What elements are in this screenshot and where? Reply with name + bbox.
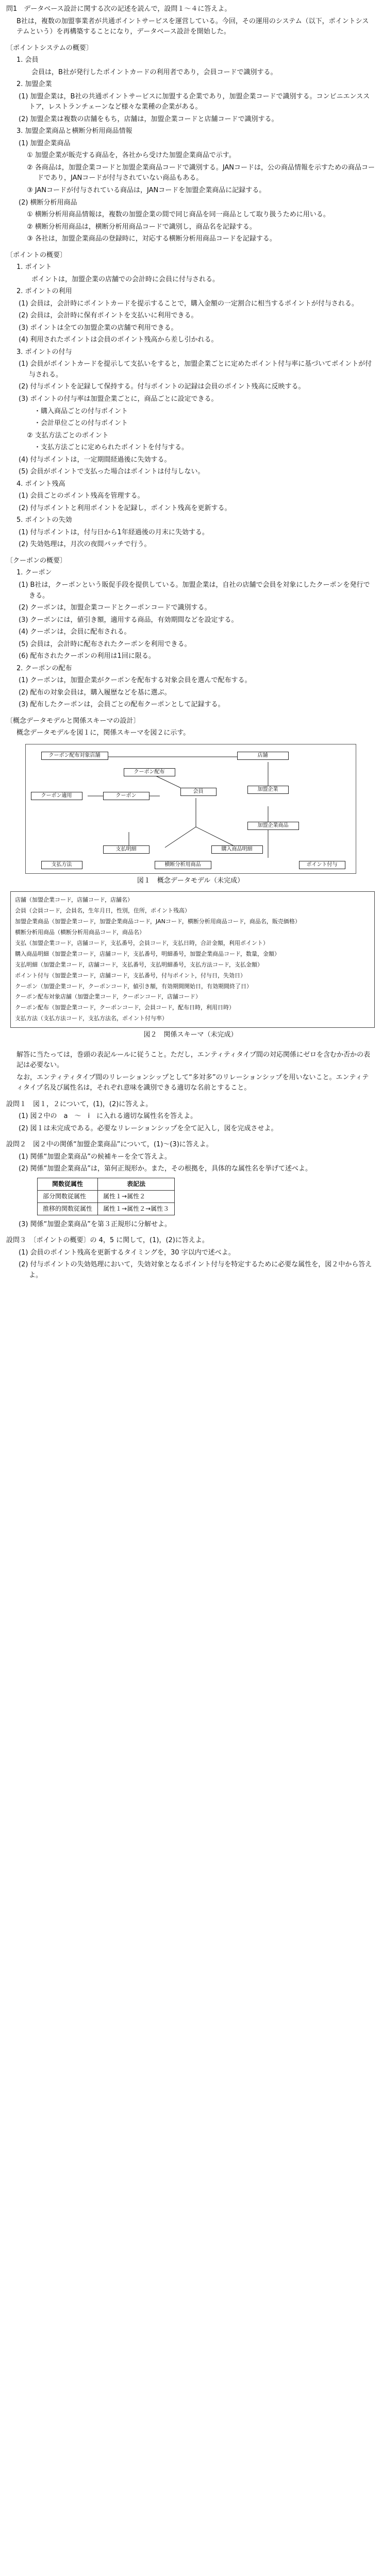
entity-box: 加盟企業 bbox=[247, 786, 289, 794]
entity-box: 支払方法 bbox=[41, 861, 82, 869]
s2-item: (4) 付与ポイントは，一定期間経過後に失効する。 bbox=[19, 455, 171, 464]
s2-item: (1) 会員ごとのポイント残高を管理する。 bbox=[19, 492, 144, 500]
s3-item: (2) 配布の対象会員は，購入履歴などを基に選ぶ。 bbox=[19, 688, 171, 697]
s3-item: 2. クーポンの配布 bbox=[16, 664, 72, 672]
s1-item: ① 加盟企業が販売する商品を，各社から受けた加盟企業商品で示す。 bbox=[27, 151, 236, 160]
s3-item: 1. クーポン bbox=[16, 569, 52, 577]
question-1: 設問１ 図１，２について，(1)，(2)に答えよ。 bbox=[6, 1100, 153, 1108]
s2-item: (2) 失効処理は，月次の夜間バッチで行う。 bbox=[19, 540, 151, 549]
section-point-title: 〔ポイントの概要〕 bbox=[6, 251, 67, 259]
s2-item: 4. ポイント残高 bbox=[16, 480, 65, 488]
s2-item: (3) ポイントは全ての加盟企業の店舗で利用できる。 bbox=[19, 324, 178, 332]
s2-item: ・会計単位ごとの付与ポイント bbox=[34, 419, 128, 428]
s2-item: ② 支払方法ごとのポイント bbox=[27, 431, 109, 439]
dependency-notation-table bbox=[37, 1178, 175, 1215]
entity-box: クーポン bbox=[103, 792, 150, 800]
section-coupon bbox=[6, 568, 375, 710]
figure-2-caption: 図２ 関係スキーマ（未完成） bbox=[143, 1031, 238, 1039]
s2-item: (1) 付与ポイントは，付与日から1年経過後の月末に失効する。 bbox=[19, 528, 209, 536]
s2-item: 2. ポイントの利用 bbox=[16, 287, 72, 296]
schema-row: 横断分析用商品（横断分析用商品コード，商品名） bbox=[15, 929, 145, 936]
schema-row: 会員（会員コード，会員名，生年月日，性別，住所，ポイント残高） bbox=[15, 907, 191, 914]
problem-heading: 問1 データベース設計に関する次の記述を読んで，設問１～４に答えよ。 bbox=[6, 5, 231, 13]
figure-1-diagram bbox=[25, 744, 356, 874]
entity-box: 会員 bbox=[180, 788, 217, 796]
s1-item: ① 横断分析用商品情報は，複数の加盟企業の間で同じ商品を同一商品として取り扱うために用いる。 bbox=[27, 211, 330, 219]
table-row bbox=[38, 1202, 175, 1215]
section-system bbox=[6, 55, 375, 245]
s2-item: (3) ポイントの付与率は加盟企業ごとに，商品ごとに設定できる。 bbox=[19, 395, 218, 403]
s3-item: (1) B社は，クーポンという販促手段を提供している。加盟企業は，自社の店舗で会員を対象にしたクーポンを発行できる。 bbox=[19, 581, 370, 600]
schema-row: 支払方法（支払方法コード，支払方法名，ポイント付与率） bbox=[15, 1015, 168, 1022]
s1-item: 3. 加盟企業商品と横断分析用商品情報 bbox=[16, 127, 132, 135]
s1-item: ③ JANコードが付与されている商品は，JANコードを加盟企業商品に記録する。 bbox=[27, 186, 266, 194]
figure-1-caption: 図１ 概念データモデル（未完成） bbox=[137, 876, 244, 885]
entity-box: クーポン配布 bbox=[124, 768, 175, 776]
question-2-1: (1) 関係“加盟企業商品”の候補キーを全て答えよ。 bbox=[19, 1153, 172, 1161]
s3-item: (2) クーポンは，加盟企業コードとクーポンコードで識別する。 bbox=[19, 604, 211, 612]
s1-item: (2) 横断分析用商品 bbox=[19, 198, 77, 207]
s2-item: (2) 会員は，会計時に保有ポイントを支払いに利用できる。 bbox=[19, 312, 198, 320]
s2-item: (2) 付与ポイントと利用ポイントを記録し，ポイント残高を更新する。 bbox=[19, 504, 231, 512]
entity-box: 支払明細 bbox=[103, 845, 150, 854]
question-1-1: (1) 図２中の a ～ i に入れる適切な属性名を答えよ。 bbox=[19, 1112, 197, 1121]
s2-item: ・支払方法ごとに定められたポイントを付与する。 bbox=[34, 444, 189, 452]
entity-box: 店舗 bbox=[237, 752, 289, 760]
schema-row: クーポン（加盟企業コード，クーポンコード，値引き額，有効期間開始日，有効期間終了日） bbox=[15, 982, 253, 990]
question-2: 設問２ 図２中の関係“加盟企業商品”について，(1)～(3)に答えよ。 bbox=[6, 1141, 213, 1149]
s3-item: (5) 会員は，会計時に配布されたクーポンを利用できる。 bbox=[19, 640, 191, 648]
s2-item: (5) 会員がポイントで支払った場合はポイントは付与しない。 bbox=[19, 468, 205, 476]
figure-2-schema bbox=[10, 891, 375, 1028]
s1-item: 会員は，B社が発行したポイントカードの利用者であり，会員コードで識別する。 bbox=[25, 68, 277, 76]
question-3-1: (1) 会員のポイント残高を更新するタイミングを，30 字以内で述べよ。 bbox=[19, 1248, 235, 1257]
s1-item: 2. 加盟企業 bbox=[16, 80, 52, 89]
table-row bbox=[38, 1190, 175, 1202]
s2-item: (1) 会員がポイントカードを提示して支払いをすると，加盟企業ごとに定めたポイント付与率に基づいてポイントが付与される。 bbox=[19, 360, 372, 379]
question-2-3: (3) 関係“加盟企業商品”を第３正規形に分解せよ。 bbox=[19, 1220, 172, 1228]
s1-item: 1. 会員 bbox=[16, 56, 39, 64]
question-3-2: (2) 付与ポイントの失効処理において，失効対象となるポイント付与を特定するために必要な属性を，図２中から答えよ。 bbox=[19, 1261, 372, 1279]
entity-box: クーポン適用 bbox=[31, 792, 82, 800]
schema-row: 支払（加盟企業コード，店舗コード，支払番号，会員コード，支払日時，合計金額，利用ポイント） bbox=[15, 939, 269, 946]
s3-item: (6) 配布されたクーポンの利用は1回に限る。 bbox=[19, 652, 155, 660]
question-1-2: (2) 図１は未完成である。必要なリレーションシップを全て記入し，図を完成させよ。 bbox=[19, 1124, 278, 1132]
s2-item: 3. ポイントの付与 bbox=[16, 348, 72, 356]
s1-item: (1) 加盟企業は，B社の共通ポイントサービスに加盟する企業であり，加盟企業コードで識別する。コンビニエンスストア，レストランチェーンなど様々な業種の企業がある。 bbox=[19, 92, 370, 111]
entity-box: クーポン配布対象店舗 bbox=[41, 752, 108, 760]
section-design-title: 〔概念データモデルと関係スキーマの設計〕 bbox=[6, 717, 140, 725]
section-design-lead: 概念データモデルを図１に，関係スキーマを図２に示す。 bbox=[16, 729, 190, 737]
question-3: 設問３ 〔ポイントの概要〕の 4，5 に関して，(1)，(2)に答えよ。 bbox=[6, 1236, 209, 1245]
section-system-title: 〔ポイントシステムの概要〕 bbox=[6, 44, 93, 52]
schema-row: ポイント付与（加盟企業コード，店舗コード，支払番号，付与ポイント，付与日，失効日） bbox=[15, 972, 246, 979]
s3-item: (3) 配布したクーポンは，会員ごとの配布クーポンとして記録する。 bbox=[19, 701, 225, 709]
table-cell: 属性１→属性２→属性３ bbox=[98, 1202, 175, 1215]
entity-box: 加盟企業商品 bbox=[247, 822, 299, 830]
s1-item: ② 各商品は，加盟企業コードと加盟企業商品コードで識別する。JANコードは，公の商品情報を示すための商品コードであり，JANコードが付与されていない商品もある。 bbox=[27, 163, 375, 182]
table-header: 表記法 bbox=[98, 1178, 175, 1190]
answer-note: 解答に当たっては，巻頭の表記ルールに従うこと。ただし，エンティティタイプ間の対応関係にゼロを含むか否かの表記は必要ない。 bbox=[16, 1050, 371, 1070]
s2-item: (1) 会員は，会計時にポイントカードを提示することで，購入金額の一定割合に相当するポイントが付与される。 bbox=[19, 299, 358, 308]
s2-item: (4) 利用されたポイントは会員のポイント残高から差し引かれる。 bbox=[19, 336, 218, 344]
table-header: 関数従属性 bbox=[38, 1178, 98, 1190]
schema-row: クーポン配布対象店舗（加盟企業コード，クーポンコード，店舗コード） bbox=[15, 993, 202, 1001]
s2-item: 1. ポイント bbox=[16, 263, 52, 272]
s3-item: (4) クーポンは，会員に配布される。 bbox=[19, 628, 131, 636]
s2-item: (2) 付与ポイントを記録して保持する。付与ポイントの記録は会員のポイント残高に反映する。 bbox=[19, 383, 305, 391]
s1-item: ③ 各社は，加盟企業商品の登録時に，対応する横断分析用商品コードを記録する。 bbox=[27, 235, 276, 243]
figure-1-lines bbox=[26, 744, 356, 873]
problem-intro: B社は，複数の加盟事業者が共通ポイントサービスを運営している。今回，その運用のシステム（以下，ポイントシステムという）を再構築することになり，データベース設計を開始した。 bbox=[16, 17, 369, 36]
entity-box: 購入商品明細 bbox=[211, 845, 263, 854]
section-coupon-title: 〔クーポンの概要〕 bbox=[6, 556, 67, 565]
schema-row: 購入商品明細（加盟企業コード，店舗コード，支払番号，明細番号，加盟企業商品コード，数量，金額） bbox=[15, 950, 280, 957]
question-2-2: (2) 関係“加盟企業商品”は，第何正規形か。また，その根拠を，具体的な属性名を挙げて述べよ。 bbox=[19, 1165, 312, 1173]
section-point bbox=[6, 262, 375, 550]
s2-item: ・購入商品ごとの付与ポイント bbox=[34, 407, 128, 415]
answer-note-2: なお，エンティティタイプ間のリレーションシップとして“多対多”のリレーションシップを用いないこと。エンティティタイプ名及び属性名は，それぞれ意味を識別できる適切な名前とすること。 bbox=[16, 1073, 369, 1092]
schema-row: 店舗（加盟企業コード，店舗コード，店舗名） bbox=[15, 896, 134, 904]
s3-item: (1) クーポンは，加盟企業がクーポンを配布する対象会員を選んで配布する。 bbox=[19, 676, 252, 685]
table-cell: 属性１→属性２ bbox=[98, 1190, 175, 1202]
table-cell: 推移的関数従属性 bbox=[38, 1202, 98, 1215]
s3-item: (3) クーポンには，値引き額，適用する商品，有効期間などを設定する。 bbox=[19, 616, 238, 624]
s2-item: ポイントは，加盟企業の店舗での会計時に会員に付与される。 bbox=[25, 275, 220, 283]
schema-row: 支払明細（加盟企業コード，店舗コード，支払番号，支払明細番号，支払方法コード，支払金額） bbox=[15, 961, 263, 968]
s1-item: (2) 加盟企業は複数の店舗をもち，店舗は，加盟企業コードと店舗コードで識別する。 bbox=[19, 115, 278, 123]
entity-box: 横断分析用商品 bbox=[155, 861, 211, 869]
s1-item: (1) 加盟企業商品 bbox=[19, 139, 71, 147]
schema-row: 加盟企業商品（加盟企業コード，加盟企業商品コード，JANコード，横断分析用商品コード，商品名，販売価格） bbox=[15, 918, 301, 925]
table-cell: 部分関数従属性 bbox=[38, 1190, 98, 1202]
schema-row: クーポン配布（加盟企業コード，クーポンコード，会員コード，配布日時，利用日時） bbox=[15, 1004, 235, 1011]
entity-box: ポイント付与 bbox=[299, 861, 345, 869]
s2-item: 5. ポイントの失効 bbox=[16, 516, 72, 524]
s1-item: ② 横断分析用商品は，横断分析用商品コードで識別し，商品名を記録する。 bbox=[27, 223, 256, 231]
